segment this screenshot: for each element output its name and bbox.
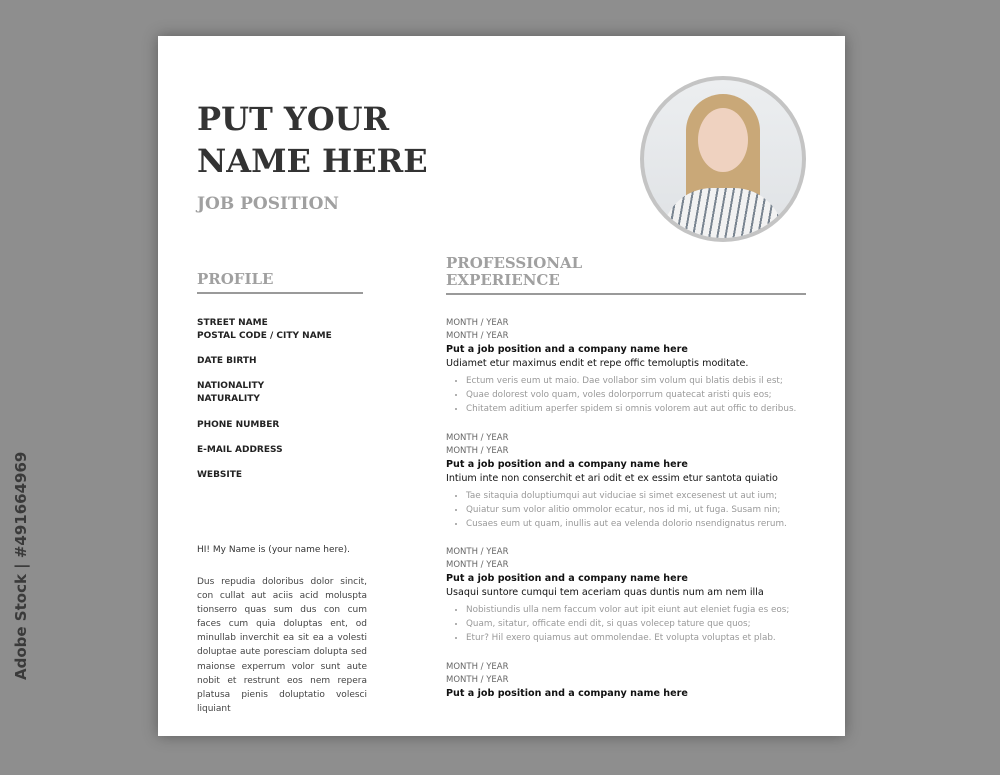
job-bullet: • Nobistiundis ulla nem faccum volor aut ipit eiunt aut eleniet fugia es eos; <box>466 603 826 617</box>
experience-entry <box>446 432 826 547</box>
street: STREET NAME <box>197 317 367 330</box>
job-title: Put a job position and a company name here <box>446 572 826 586</box>
job-bullet: • Ectum veris eum ut maio. Dae vollabor sim volum qui blatis debis il est; <box>466 374 826 388</box>
end-date: MONTH / YEAR <box>446 559 826 572</box>
experience-divider <box>446 293 806 295</box>
job-bullet: • Quae dolorest volo quam, voles dolorporrum quatecat aristi quis eos; <box>466 388 826 402</box>
job-bullets <box>446 489 826 531</box>
job-title: Put a job position and a company name here <box>446 343 826 357</box>
job-summary: Intium inte non conserchit et ari odit et ex essim etur santota quiatio <box>446 472 826 486</box>
nationality: NATIONALITY <box>197 380 367 393</box>
job-bullet: • Quiatur sum volor alitio ommolor ecatur, nos id mi, ut fuga. Susam nin; <box>466 503 826 517</box>
experience-list <box>446 317 826 775</box>
about-paragraph: Dus repudia doloribus dolor sincit, con cullat aut aciis acid moluspta tionserro quas sum dus con cum faces cum quia doluptas ent, od minullab inverchit ea sit ea a volesti doluptae aute poresciam dolupta sed maionse experrum volor sunt aute nobit et restrunt eos nem repera platusa pienis doluptatio volesci liquiant <box>197 575 367 716</box>
name-line-2: NAME HERE <box>197 140 428 182</box>
greeting: HI! My Name is (your name here). <box>197 545 367 555</box>
resume-page <box>158 36 845 736</box>
job-title: Put a job position and a company name here <box>446 458 826 472</box>
profile-divider <box>197 292 363 294</box>
start-date: MONTH / YEAR <box>446 432 826 445</box>
email: E-MAIL ADDRESS <box>197 444 367 457</box>
experience-entry <box>446 661 826 775</box>
profile-photo <box>640 76 806 242</box>
job-summary: Usaqui suntore cumqui tem aceriam quas duntis num am nem illa <box>446 586 826 600</box>
name-line-1: PUT YOUR <box>197 98 428 140</box>
postal-city: POSTAL CODE / CITY NAME <box>197 330 367 343</box>
stock-id-label: Adobe Stock | #491664969 <box>12 452 30 680</box>
experience-heading-line-2: EXPERIENCE <box>446 272 582 289</box>
profile-intro <box>197 545 367 716</box>
end-date: MONTH / YEAR <box>446 674 826 687</box>
job-bullet: • Tae sitaquia doluptiumqui aut viduciae si simet excesenest ut aut ium; <box>466 489 826 503</box>
experience-heading <box>446 255 582 289</box>
name-heading <box>197 98 428 182</box>
contact-info <box>197 317 367 482</box>
start-date: MONTH / YEAR <box>446 546 826 559</box>
job-title: Put a job position and a company name here <box>446 687 826 701</box>
photo-face <box>698 108 748 172</box>
date-birth: DATE BIRTH <box>197 355 367 368</box>
website: WEBSITE <box>197 469 367 482</box>
photo-shirt <box>662 188 784 242</box>
experience-entry <box>446 317 826 432</box>
job-bullet: • Quam, sitatur, officate endi dit, si quas volecep tature que quos; <box>466 617 826 631</box>
experience-heading-line-1: PROFESSIONAL <box>446 255 582 272</box>
phone: PHONE NUMBER <box>197 419 367 432</box>
start-date: MONTH / YEAR <box>446 317 826 330</box>
job-bullet: • Etur? Hil exero quiamus aut ommolendae. Et volupta voluptas et plab. <box>466 631 826 645</box>
end-date: MONTH / YEAR <box>446 445 826 458</box>
naturality: NATURALITY <box>197 393 367 406</box>
experience-entry <box>446 546 826 661</box>
job-bullets <box>446 374 826 416</box>
start-date: MONTH / YEAR <box>446 661 826 674</box>
job-bullet: • Chitatem aditium aperfer spidem si omnis volorem aut aut offic to deribus. <box>466 402 826 416</box>
job-bullets <box>446 603 826 645</box>
profile-heading: PROFILE <box>197 271 273 288</box>
job-position: JOB POSITION <box>197 194 339 214</box>
job-bullet: • Cusaes eum ut quam, inullis aut ea velenda dolorio nsendignatus rerum. <box>466 517 826 531</box>
job-summary: Udiamet etur maximus endit et repe offic temoluptis moditate. <box>446 357 826 371</box>
end-date: MONTH / YEAR <box>446 330 826 343</box>
